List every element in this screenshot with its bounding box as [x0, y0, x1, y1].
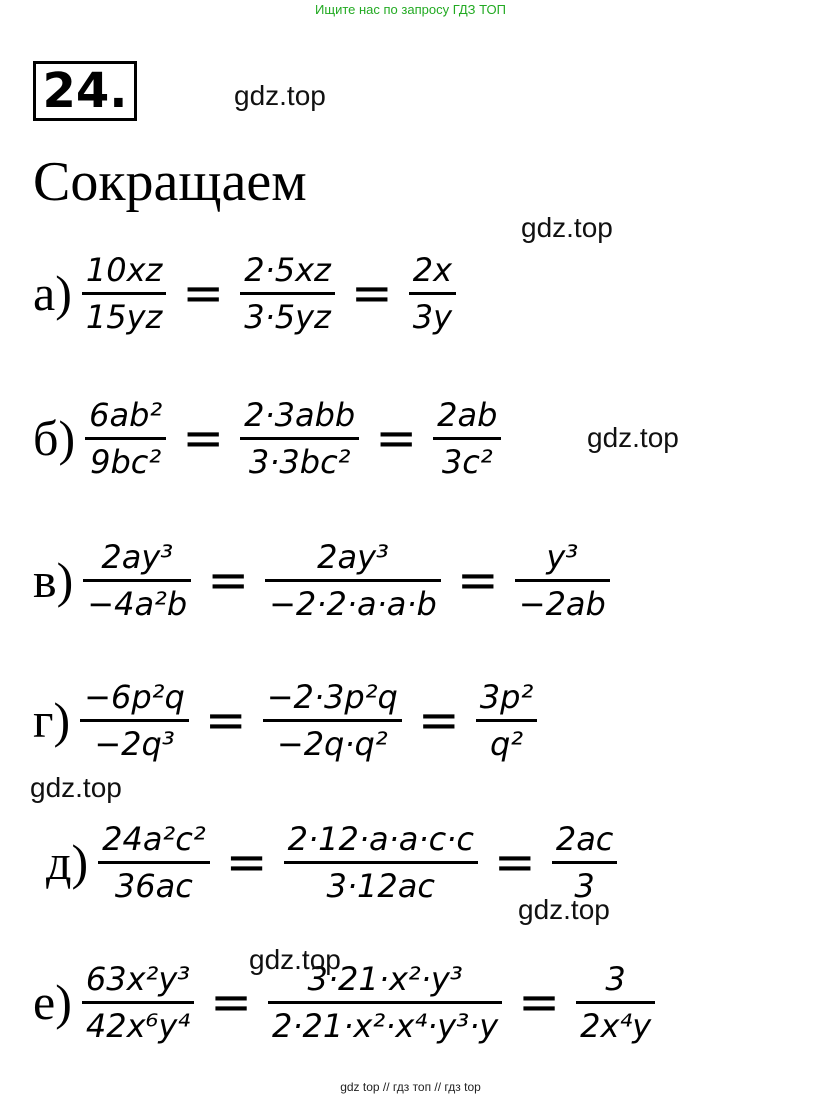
- fraction: [552, 820, 618, 905]
- fraction-bar: [83, 579, 191, 582]
- denominator: 3: [574, 866, 595, 905]
- fraction-bar: [265, 579, 441, 582]
- fraction: [240, 251, 335, 336]
- page-heading: Сокращаем: [33, 151, 307, 213]
- numerator: 2·12·a·a·c·c: [287, 819, 474, 858]
- numerator: 24a²c²: [102, 819, 206, 858]
- denominator: −4a²b: [87, 584, 188, 623]
- equals-sign: =: [225, 833, 268, 891]
- fraction: [240, 396, 359, 481]
- numerator: 2ab: [437, 395, 498, 434]
- denominator: 3c²: [441, 442, 493, 481]
- equals-sign: =: [518, 973, 561, 1031]
- numerator: 2ac: [555, 819, 614, 858]
- denominator: 2x⁴y: [580, 1006, 652, 1045]
- fraction-bar: [515, 579, 610, 582]
- equation-b: [33, 393, 505, 483]
- equals-sign: =: [375, 409, 418, 467]
- equals-sign: =: [456, 551, 499, 609]
- fraction: [409, 251, 456, 336]
- fraction: [476, 678, 538, 763]
- numerator: 2ay³: [317, 537, 389, 576]
- equation-label: б): [33, 410, 76, 466]
- watermark: gdz.top: [587, 422, 679, 453]
- equation-v: [33, 535, 614, 625]
- numerator: 2·3abb: [244, 395, 356, 434]
- equals-sign: =: [210, 973, 252, 1031]
- fraction-bar: [433, 437, 501, 440]
- fraction-bar: [576, 1001, 655, 1004]
- equation-label: а): [33, 265, 72, 321]
- denominator: −2q³: [94, 724, 175, 763]
- denominator: 3y: [412, 297, 453, 336]
- denominator: 2·21·x²·x⁴·y³·y: [272, 1006, 499, 1045]
- numerator: 3p²: [479, 677, 534, 716]
- fraction: [82, 251, 166, 336]
- top-banner: Ищите нас по запросу ГДЗ ТОП: [315, 2, 506, 17]
- footer: gdz top // гдз топ // гдз top: [340, 1080, 481, 1094]
- fraction: [263, 678, 402, 763]
- equals-sign: =: [493, 833, 536, 891]
- numerator: 2·5xz: [244, 250, 331, 289]
- equals-sign: =: [207, 551, 250, 609]
- denominator: q²: [489, 724, 524, 763]
- fraction: [265, 538, 441, 623]
- numerator: 2ay³: [101, 537, 174, 576]
- fraction-bar: [80, 719, 189, 722]
- fraction: [80, 678, 189, 763]
- denominator: 42x⁶y⁴: [85, 1006, 191, 1045]
- equation-label: д): [46, 834, 89, 890]
- equation-label: г): [33, 692, 71, 748]
- fraction-bar: [82, 1001, 194, 1004]
- denominator: 3·5yz: [244, 297, 331, 336]
- numerator: −6p²q: [84, 677, 185, 716]
- fraction-bar: [476, 719, 538, 722]
- problem-number: 24.: [33, 61, 137, 121]
- equals-sign: =: [417, 691, 460, 749]
- fraction-bar: [85, 437, 166, 440]
- denominator: −2·2·a·a·b: [269, 584, 437, 623]
- fraction-bar: [268, 1001, 502, 1004]
- fraction-bar: [82, 292, 166, 295]
- numerator: 3·21·x²·y³: [307, 959, 463, 998]
- fraction: [98, 820, 210, 905]
- denominator: −2q·q²: [276, 724, 388, 763]
- fraction-bar: [409, 292, 456, 295]
- equals-sign: =: [204, 691, 247, 749]
- equation-a: [33, 248, 460, 338]
- fraction: [82, 960, 194, 1045]
- fraction: [515, 538, 610, 623]
- watermark: gdz.top: [249, 944, 341, 975]
- numerator: 63x²y³: [85, 959, 191, 998]
- fraction-bar: [240, 292, 335, 295]
- denominator: 9bc²: [90, 442, 162, 481]
- fraction-bar: [263, 719, 402, 722]
- denominator: 3·3bc²: [248, 442, 351, 481]
- equals-sign: =: [350, 264, 393, 322]
- numerator: 3: [605, 959, 626, 998]
- fraction-bar: [240, 437, 359, 440]
- equation-label: е): [33, 974, 72, 1030]
- equation-e: [33, 957, 659, 1047]
- fraction-bar: [552, 861, 618, 864]
- fraction: [284, 820, 478, 905]
- numerator: 6ab²: [89, 395, 163, 434]
- numerator: y³: [546, 537, 579, 576]
- equals-sign: =: [182, 409, 225, 467]
- equation-label: в): [33, 552, 74, 608]
- fraction: [433, 396, 501, 481]
- denominator: −2ab: [518, 584, 606, 623]
- equation-g: [33, 675, 541, 765]
- watermark: gdz.top: [234, 80, 326, 111]
- denominator: 15yz: [85, 297, 163, 336]
- numerator: −2·3p²q: [266, 677, 398, 716]
- watermark: gdz.top: [30, 772, 122, 803]
- fraction: [83, 538, 191, 623]
- numerator: 10xz: [85, 250, 163, 289]
- watermark: gdz.top: [521, 212, 613, 243]
- numerator: 2x: [412, 250, 453, 289]
- denominator: 36ac: [114, 866, 193, 905]
- fraction: [85, 396, 166, 481]
- watermark: gdz.top: [518, 894, 610, 925]
- equals-sign: =: [182, 264, 225, 322]
- fraction-bar: [98, 861, 210, 864]
- fraction: [576, 960, 655, 1045]
- denominator: 3·12ac: [326, 866, 435, 905]
- fraction-bar: [284, 861, 478, 864]
